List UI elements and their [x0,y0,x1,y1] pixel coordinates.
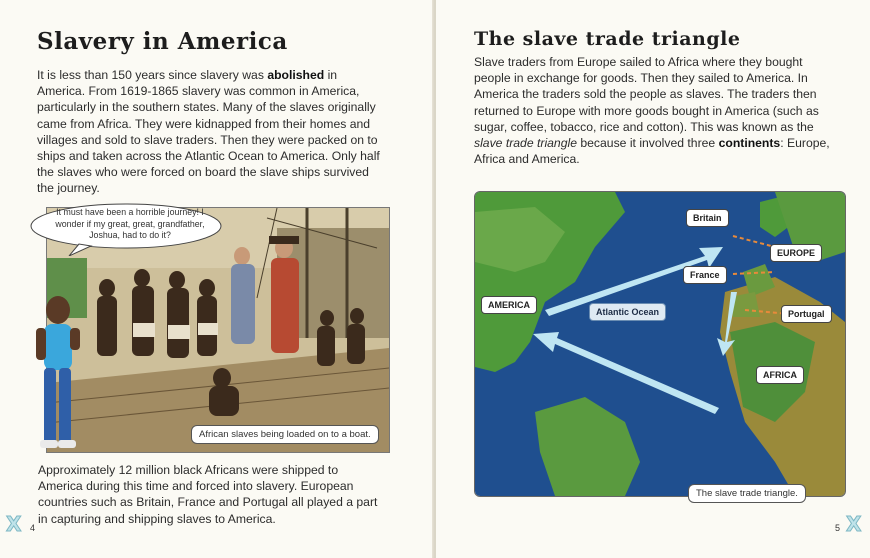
closing-paragraph: Approximately 12 million black Africans were shipped to America during this time and forced into slavery. European countries such as Britain, France and Portugal all played a part in capturing and shipping slaves to America. [38,463,378,526]
text-run: Slave traders from Europe sailed to Africa where they bought people in exchange for goods. Then they sailed to America. In America the traders sold the people as slaves. The traders then returned to Europe with more goods bought in America (such as sugar, coffee, tobacco, rice and cotton). This was known as the [474,55,819,134]
x-logo-icon: X [846,512,862,536]
page-title: The slave trade triangle [474,28,741,50]
label-europe: EUROPE [770,244,822,262]
label-portugal: Portugal [781,305,832,323]
intro-paragraph [37,67,387,197]
label-america: AMERICA [481,296,537,314]
page-number: 5 [835,523,841,533]
text-run: : Europe, Africa and America. [474,136,830,167]
slave-trade-map [474,191,846,497]
intro-paragraph [474,54,834,167]
illustration-caption: African slaves being loaded on to a boat. [191,425,379,444]
x-logo-icon: X [6,512,22,536]
keyword-abolished: abolished [267,68,325,82]
label-britain: Britain [686,209,729,227]
text-run: It is less than 150 years since slavery was [37,68,268,82]
left-page [0,0,434,558]
right-page [436,0,870,558]
text-run: in America. From 1619-1865 slavery was common in America, particularly in the southern states. Many of the slaves originally came from Africa. They were kidnapped from their homes and villages and sold to slave traders. Then they were packed on to ships and taken across the Atlantic Ocean to America. Only half the slaves who were forced on board the slave ships survived the journey. [37,68,380,196]
page-number: 4 [30,523,36,533]
term-slave-trade-triangle: slave trade triangle [474,136,577,151]
page-title: Slavery in America [37,28,288,55]
label-france: France [683,266,727,284]
speech-bubble-text: It must have been a horrible journey! I wonder if my great, great, grandfather, Joshua, had to do it? [55,207,205,240]
keyword-continents: continents [718,136,781,151]
text-run: because it involved three [576,136,719,151]
map-caption: The slave trade triangle. [688,484,806,503]
label-africa: AFRICA [756,366,804,384]
label-atlantic-ocean: Atlantic Ocean [589,303,666,321]
cartoon-boy-figure [28,292,88,454]
